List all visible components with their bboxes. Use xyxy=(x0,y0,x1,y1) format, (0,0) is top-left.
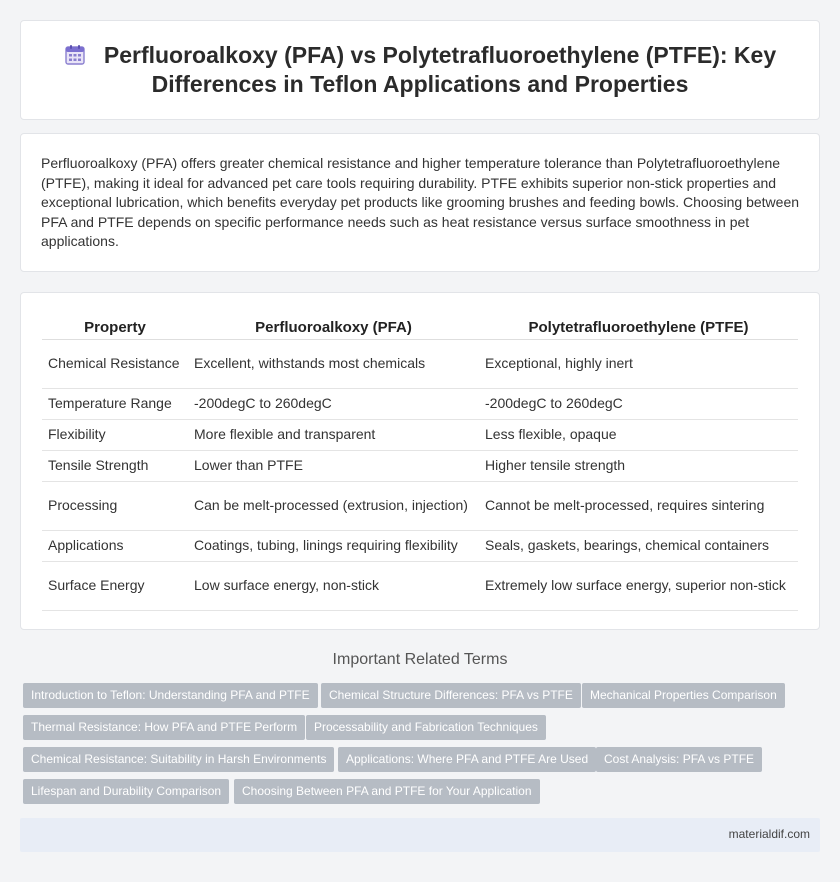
footer-site-link[interactable]: materialdif.com xyxy=(728,827,810,841)
related-term-tag[interactable]: Choosing Between PFA and PTFE for Your Application xyxy=(234,779,540,804)
property-cell: Applications xyxy=(42,530,188,561)
related-term-tag[interactable]: Cost Analysis: PFA vs PTFE xyxy=(596,747,762,772)
related-term-tag[interactable]: Introduction to Teflon: Understanding PFA and PTFE xyxy=(23,683,318,708)
comparison-table-card xyxy=(20,292,820,630)
ptfe-cell: Seals, gaskets, bearings, chemical containers xyxy=(479,530,798,561)
related-term-tag[interactable]: Lifespan and Durability Comparison xyxy=(23,779,229,804)
property-cell: Processing xyxy=(42,481,188,530)
related-term-tag[interactable]: Processability and Fabrication Techniques xyxy=(306,715,546,740)
ptfe-cell: Less flexible, opaque xyxy=(479,419,798,450)
ptfe-cell: Cannot be melt-processed, requires sintering xyxy=(479,481,798,530)
page-title-text: Perfluoroalkoxy (PFA) vs Polytetrafluoroethylene (PTFE): Key Differences in Teflon Applications and Properties xyxy=(103,42,777,97)
pfa-cell: Can be melt-processed (extrusion, injection) xyxy=(188,481,479,530)
table-row xyxy=(42,339,798,388)
calendar-icon xyxy=(64,44,86,66)
related-term-tag[interactable]: Thermal Resistance: How PFA and PTFE Perform xyxy=(23,715,305,740)
ptfe-cell: Exceptional, highly inert xyxy=(479,339,798,388)
ptfe-cell: -200degC to 260degC xyxy=(479,388,798,419)
related-term-tag[interactable]: Chemical Structure Differences: PFA vs PTFE xyxy=(321,683,581,708)
pfa-cell: Lower than PTFE xyxy=(188,450,479,481)
intro-paragraph: Perfluoroalkoxy (PFA) offers greater chemical resistance and higher temperature tolerance than Polytetrafluoroethylene (PTFE), making it ideal for advanced pet care tools requiring durability. PTFE exhibits superior non-stick properties and exceptional lubrication, which benefits everyday pet products like grooming brushes and feeding bowls. Choosing between PFA and PTFE depends on specific performance needs such as heat resistance versus surface smoothness in pet applications. xyxy=(41,155,800,250)
column-header-ptfe: Polytetrafluoroethylene (PTFE) xyxy=(479,313,798,339)
column-header-property: Property xyxy=(42,313,188,339)
table-row xyxy=(42,561,798,610)
table-row xyxy=(42,388,798,419)
pfa-cell: -200degC to 260degC xyxy=(188,388,479,419)
ptfe-cell: Higher tensile strength xyxy=(479,450,798,481)
pfa-cell: Coatings, tubing, linings requiring flexibility xyxy=(188,530,479,561)
table-row xyxy=(42,419,798,450)
column-header-pfa: Perfluoroalkoxy (PFA) xyxy=(188,313,479,339)
related-terms-heading: Important Related Terms xyxy=(332,651,508,668)
intro-card xyxy=(20,133,820,272)
pfa-cell: More flexible and transparent xyxy=(188,419,479,450)
related-term-tag[interactable]: Mechanical Properties Comparison xyxy=(582,683,785,708)
page-title xyxy=(61,41,779,99)
comparison-table xyxy=(42,313,798,611)
table-header-row xyxy=(42,313,798,339)
header-card xyxy=(20,20,820,120)
property-cell: Surface Energy xyxy=(42,561,188,610)
property-cell: Temperature Range xyxy=(42,388,188,419)
footer-bar xyxy=(20,818,820,852)
property-cell: Chemical Resistance xyxy=(42,339,188,388)
table-row xyxy=(42,481,798,530)
table-row xyxy=(42,530,798,561)
property-cell: Tensile Strength xyxy=(42,450,188,481)
pfa-cell: Excellent, withstands most chemicals xyxy=(188,339,479,388)
pfa-cell: Low surface energy, non-stick xyxy=(188,561,479,610)
related-term-tag[interactable]: Applications: Where PFA and PTFE Are Used xyxy=(338,747,596,772)
related-term-tag[interactable]: Chemical Resistance: Suitability in Harsh Environments xyxy=(23,747,334,772)
table-row xyxy=(42,450,798,481)
property-cell: Flexibility xyxy=(42,419,188,450)
ptfe-cell: Extremely low surface energy, superior non-stick xyxy=(479,561,798,610)
